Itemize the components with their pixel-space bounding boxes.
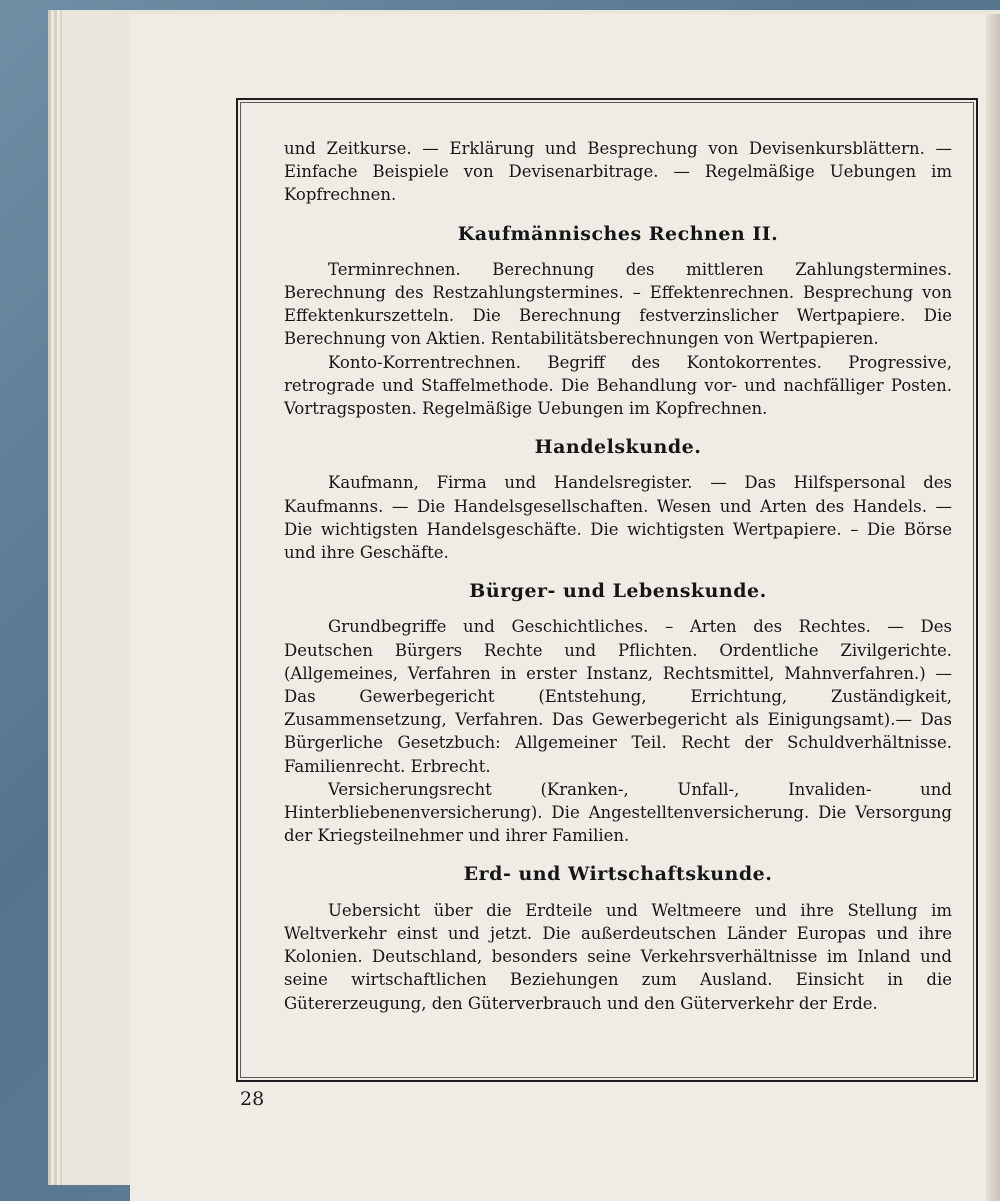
- section-heading-erd-und-wirtschaftskunde: Erd- und Wirtschaftskunde.: [463, 863, 773, 886]
- section-paragraph: Grundbegriffe und Geschichtliches. – Arten des Rechtes. — Des Deutschen Bürgers Rechte und Pflichten. Ordentliche Zivilgerichte. (Allgemeines, Verfahren in erster Instanz, Rechtsmittel, Mahnverfahren.) — Das Gewerbegericht (Entstehung, Errichtung, Zuständigkeit, Zusammensetzung, Verfahren. Das Gewerbegericht als Einigungsamt).— Das Bürgerliche Gesetzbuch: Allgemeiner Teil. Recht der Schuldverhältnisse. Familienrecht. Erbrecht.: [284, 617, 952, 776]
- intro-paragraph: und Zeitkurse. — Erklärung und Besprechung von Devisenkursblättern. — Einfache Beispiele von Devisenarbitrage. — Regelmäßige Uebungen im Kopfrechnen.: [284, 139, 952, 205]
- section-paragraph: Versicherungsrecht (Kranken-, Unfall-, Invaliden- und Hinterbliebenenversicherung). Die Angestelltenversicherung. Die Versorgung der Kriegsteilnehmer und ihrer Familien.: [284, 779, 952, 846]
- section-paragraph: Terminrechnen. Berechnung des mittleren Zahlungstermines. Berechnung des Restzahlungstermines. – Effektenrechnen. Besprechung von Effektenkurszetteln. Die Berechnung festverzinslicher Wertpapiere. Die Berechnung von Aktien. Rentabilitätsberechnungen von Wertpapieren.: [284, 259, 952, 349]
- section-paragraph: Uebersicht über die Erdteile und Weltmeere und ihre Stellung im Weltverkehr einst und jetzt. Die außerdeutschen Länder Europas und ihre Kolonien. Deutschland, besonders seine Verkehrsverhältnisse im Inland und seine wirtschaftlichen Beziehungen zum Ausland. Einsicht in die Gütererzeugung, den Güterverbrauch und den Güterverkehr der Erde.: [284, 900, 952, 1013]
- section-paragraph: Konto-Korrentrechnen. Begriff des Kontokorrentes. Progressive, retrograde und Staffelmethode. Die Behandlung vor- und nachfälliger Posten. Vortragsposten. Regelmäßige Uebungen im Kopfrechnen.: [284, 352, 952, 419]
- section-heading-kaufmaennisches-rechnen: Kaufmännisches Rechnen II.: [457, 222, 779, 245]
- page-number: 28: [240, 1088, 265, 1110]
- section-heading-handelskunde: Handelskunde.: [534, 436, 702, 459]
- page-gutter: [986, 14, 1000, 1201]
- section-paragraph: Kaufmann, Firma und Handelsregister. — Das Hilfspersonal des Kaufmanns. — Die Handelsgesellschaften. Wesen und Arten des Handels. — Die wichtigsten Handelsgeschäfte. Die wichtigsten Wertpapiere. – Die Börse und ihre Geschäfte.: [284, 473, 952, 563]
- section-heading-buerger-und-lebenskunde: Bürger- und Lebenskunde.: [469, 580, 767, 603]
- page-content: [284, 137, 952, 1015]
